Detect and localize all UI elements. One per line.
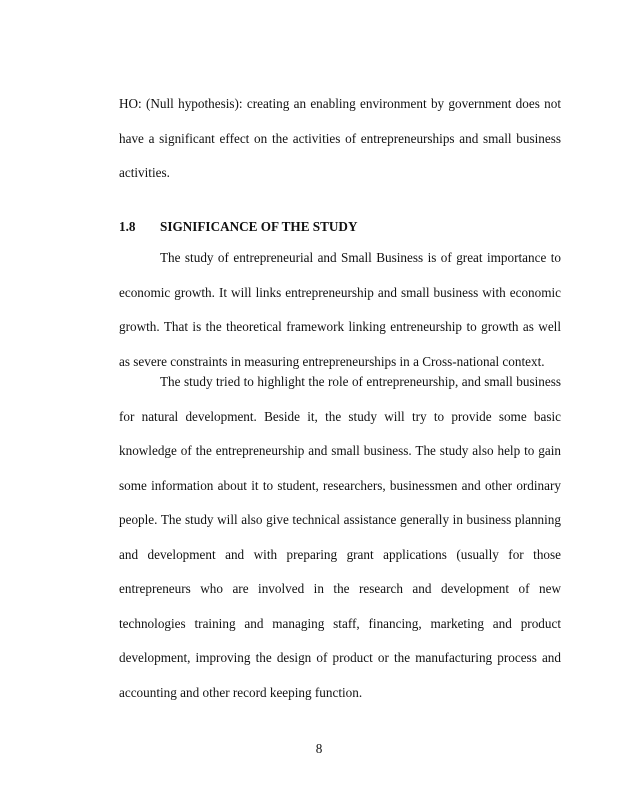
significance-paragraph-1: The study of entrepreneurial and Small Business is of great importance to economic growth. It will links entrepreneurship and small business with economic growth. That is the theoretical framework linking entreneurship to growth as well as severe constraints in measuring entrepreneurships in a Cross-national context. (119, 250, 561, 369)
null-hypothesis-text: HO: (Null hypothesis): creating an enabling environment by government does not have a significant effect on the activities of entrepreneurships and small business activities. (119, 96, 561, 180)
section-heading (119, 210, 561, 244)
page-number: 8 (315, 741, 323, 756)
significance-paragraph-2: The study tried to highlight the role of entrepreneurship, and small business for natural development. Beside it, the study will try to provide some basic knowledge of the entrepreneurship and small business. The study also help to gain some information about it to student, researchers, businessmen and other ordinary people. The study will also give technical assistance generally in business planning and development and with preparing grant applications (usually for those entrepreneurs who are involved in the research and development of new technologies training and managing staff, financing, marketing and product development, improving the design of product or the manufacturing process and accounting and other record keeping function. (119, 374, 561, 700)
section-title: SIGNIFICANCE OF THE STUDY (160, 219, 358, 234)
section-number: 1.8 (119, 219, 136, 234)
